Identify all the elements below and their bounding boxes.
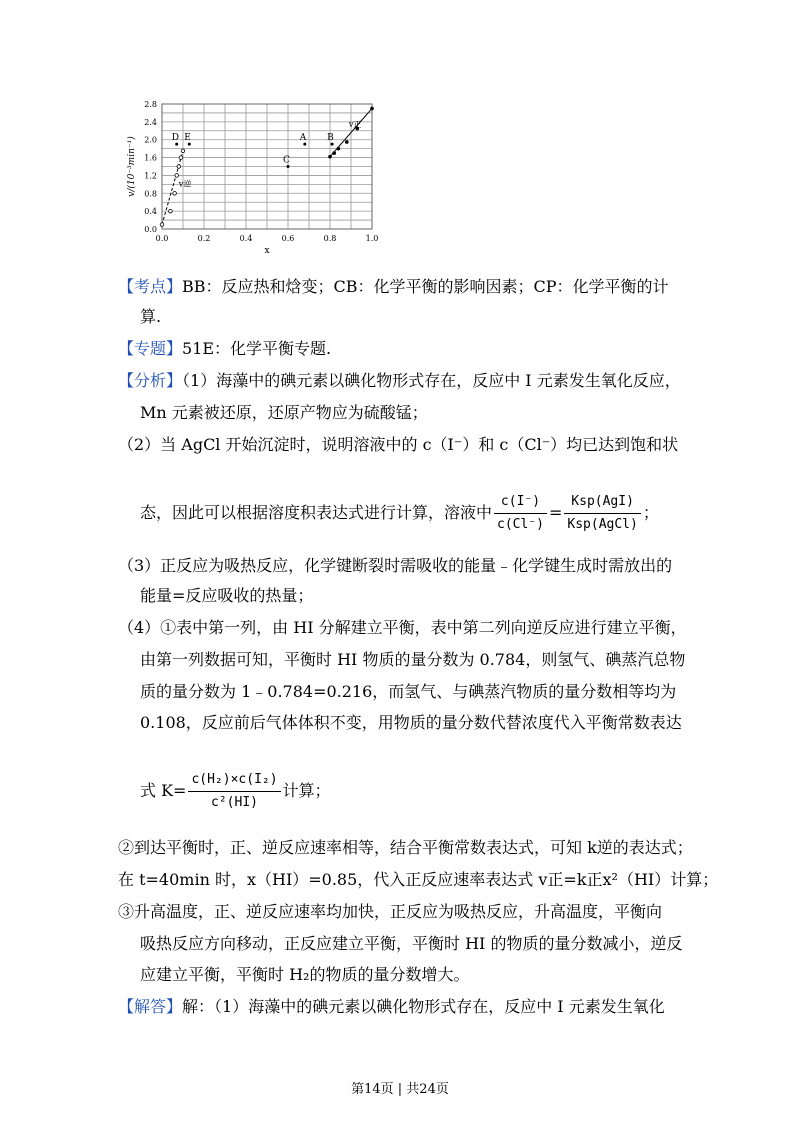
y-tick-label: 1.2	[144, 171, 157, 181]
y-tick-label: 2.8	[144, 100, 157, 109]
v-forward-annotation: v正	[348, 120, 362, 130]
jieda-text: 解：（1）海藻中的碘元素以碘化物形式存在，反应中 I 元素发生氧化	[182, 997, 665, 1016]
fenxi-p1-line2: Mn 元素被还原，还原产物应为硫酸锰；	[140, 403, 428, 422]
y-tick-label: 0.4	[144, 207, 157, 217]
k-suffix: 计算；	[282, 781, 331, 800]
fenxi-p4-line1: （4）①表中第一列，由 HI 分解建立平衡，表中第二列向逆反应进行建立平衡，	[118, 618, 687, 637]
v-reverse-point	[160, 223, 164, 227]
kaodian-line2: 算.	[140, 307, 162, 326]
k-prefix: 式 K=	[140, 781, 187, 800]
x-tick-label: 0.4	[239, 234, 253, 243]
ratio-numerator: c(I⁻)	[494, 492, 547, 514]
v-forward-point	[345, 140, 349, 144]
y-tick-label: 0.8	[144, 189, 157, 199]
rate-chart-svg	[112, 92, 392, 257]
y-tick-label: 2.4	[144, 117, 157, 127]
fenxi-tag: 【分析】	[118, 371, 183, 390]
point-label-d: D	[171, 133, 179, 144]
fenxi-p2-pre: 态，因此可以根据溶度积表达式进行计算，溶液中	[140, 503, 493, 522]
y-axis-label: v/(10⁻³min⁻¹)	[127, 136, 137, 197]
zhuanti-line	[118, 339, 331, 359]
x-tick-label: 0.0	[155, 234, 169, 243]
ksp-denominator: Ksp(AgCl)	[567, 517, 638, 532]
k-numerator: c(H₂)×c(I₂)	[188, 770, 280, 792]
x-tick-label: 0.8	[323, 234, 337, 243]
x-tick-label: 0.6	[281, 234, 295, 243]
v-reverse-point	[173, 191, 177, 195]
jieda-tag: 【解答】	[118, 997, 183, 1016]
jieda-line	[118, 997, 665, 1017]
fenxi-p4-line2: 由第一列数据可知，平衡时 HI 物质的量分数为 0.784，则氢气、碘蒸汽总物	[140, 650, 686, 669]
y-tick-label: 2.0	[144, 135, 157, 145]
zhuanti-text: 51E：化学平衡专题.	[182, 339, 332, 358]
point-label-a: A	[299, 133, 307, 144]
x-tick-label: 1.0	[365, 234, 379, 243]
fenxi-p1-line1: （1）海藻中的碘元素以碘化物形式存在，反应中 I 元素发生氧化反应，	[182, 371, 681, 390]
page-footer: 第14页 | 共24页	[351, 1082, 449, 1097]
fenxi-p5-line2: 在 t=40min 时，x（HI）=0.85，代入正反应速率表达式 v正=k正x²（HI）计算；	[118, 870, 719, 889]
v-forward-point	[328, 155, 332, 159]
v-forward-point	[370, 107, 374, 111]
ksp-fraction	[564, 492, 640, 535]
v-reverse-annotation: v逆	[178, 179, 192, 189]
v-forward-point	[332, 151, 336, 155]
ksp-numerator: Ksp(AgI)	[564, 492, 640, 514]
v-reverse-point	[177, 165, 181, 169]
equals-sign: =	[548, 503, 563, 522]
ratio-fraction	[494, 492, 547, 535]
fenxi-p3-line2: 能量=反应吸收的热量；	[140, 586, 314, 605]
x-tick-label: 0.2	[197, 234, 211, 243]
point-label-c: C	[283, 155, 290, 166]
y-tick-label: 1.6	[144, 153, 157, 163]
v-forward-point	[337, 147, 341, 151]
kaodian-tag: 【考点】	[118, 277, 183, 296]
v-reverse-point	[181, 149, 185, 153]
k-fraction	[188, 770, 280, 813]
v-reverse-point	[175, 174, 179, 178]
fenxi-p6-line2: 吸热反应方向移动，正反应建立平衡，平衡时 HI 的物质的量分数减小，逆反	[140, 934, 683, 953]
fenxi-line1	[118, 371, 681, 391]
fenxi-p6-line1: ③升高温度，正、逆反应速率均加快，正反应为吸热反应，升高温度，平衡向	[118, 902, 663, 921]
x-axis-label: x	[264, 246, 270, 256]
v-reverse-point	[179, 156, 183, 160]
fenxi-p2-end: ；	[642, 503, 659, 522]
k-denominator: c²(HI)	[211, 795, 258, 810]
rate-chart	[112, 92, 392, 257]
y-tick-label: 0.0	[144, 225, 157, 234]
fenxi-p6-line3: 应建立平衡，平衡时 H₂的物质的量分数增大。	[140, 965, 470, 984]
kaodian-line1	[118, 277, 669, 297]
fenxi-k-expression	[140, 770, 331, 813]
fenxi-p5-line1: ②到达平衡时，正、逆反应速率相等，结合平衡常数表达式，可知 k逆的表达式；	[118, 838, 693, 857]
point-label-b: B	[327, 133, 334, 144]
point-label-e: E	[184, 133, 191, 144]
zhuanti-tag: 【专题】	[118, 339, 183, 358]
fenxi-p4-line4: 0.108，反应前后气体体积不变，用物质的量分数代替浓度代入平衡常数表达	[140, 713, 682, 732]
ratio-denominator: c(Cl⁻)	[497, 517, 544, 532]
fenxi-p4-line3: 质的量分数为 1﹣0.784=0.216，而氢气、与碘蒸汽物质的量分数相等均为	[140, 682, 677, 701]
fenxi-p2-line2	[140, 492, 659, 535]
kaodian-text-1: BB：反应热和焓变；CB：化学平衡的影响因素；CP：化学平衡的计	[182, 277, 669, 296]
v-reverse-point	[169, 209, 173, 213]
fenxi-p2-line1: （2）当 AgCl 开始沉淀时，说明溶液中的 c（I⁻）和 c（Cl⁻）均已达到饱和状	[118, 435, 679, 454]
fenxi-p3-line1: （3）正反应为吸热反应，化学键断裂时需吸收的能量﹣化学键生成时需放出的	[118, 556, 673, 575]
